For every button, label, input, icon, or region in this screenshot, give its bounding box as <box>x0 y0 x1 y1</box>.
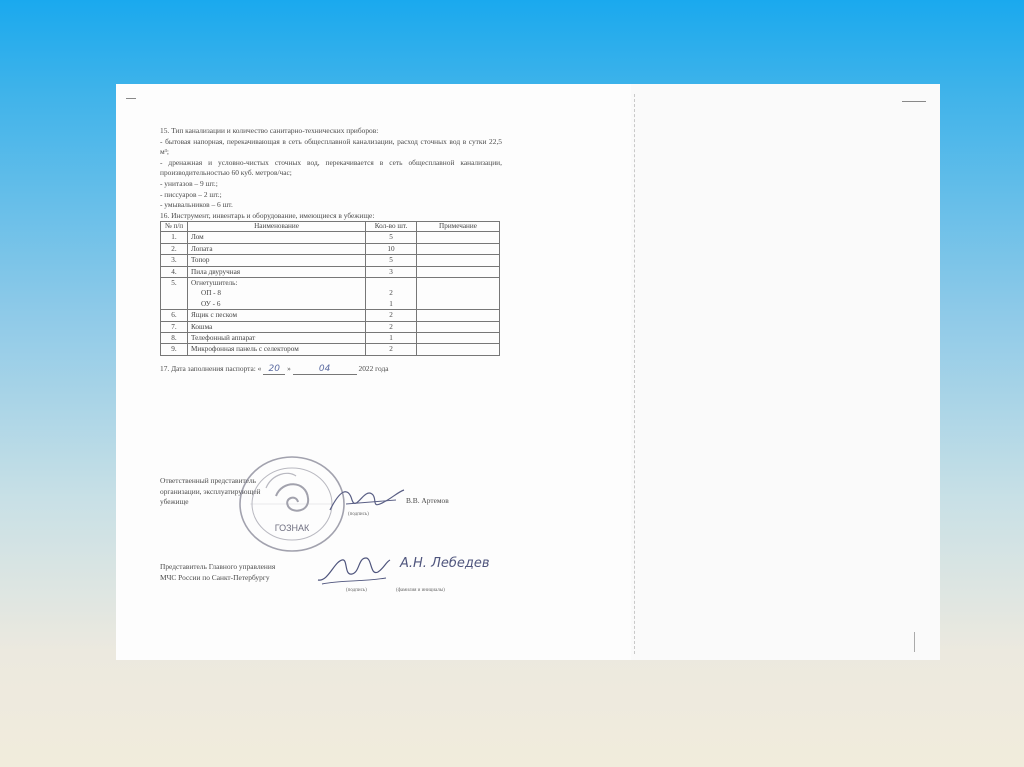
row-number: 8. <box>161 333 188 344</box>
col-header-note: Примечание <box>417 222 500 232</box>
responsible-signature <box>326 480 406 520</box>
representative-signature <box>312 552 392 592</box>
row-name: Ящик с песком <box>188 310 366 321</box>
row-note <box>417 232 500 243</box>
responsible-line: организации, эксплуатирующей <box>160 486 261 496</box>
section-16-heading: 16. Инструмент, инвентарь и оборудование, имеющиеся в убежище: <box>160 210 375 220</box>
row-qty: 5 <box>366 232 417 243</box>
col-header-name: Наименование <box>188 222 366 232</box>
row-qty <box>366 277 417 309</box>
right-page <box>631 84 940 660</box>
signature-caption: (подпись) <box>346 588 367 593</box>
date-month: 04 <box>293 364 357 376</box>
sewage-line: - бытовая напорная, перекачивающая в сеть общесплавной канализации, расход сточных вод в сутки 22,5 м³; <box>160 136 502 157</box>
table-row <box>161 344 500 355</box>
representative-line: МЧС России по Санкт-Петербургу <box>160 572 270 582</box>
inventory-table <box>160 221 500 355</box>
corner-mark <box>902 101 926 102</box>
col-header-qty: Кол-во шт. <box>366 222 417 232</box>
sewage-line: - дренажная и условно-чистых сточных вод, перекачивается в сеть общесплавной канализации, производительностью 60 куб. метров/час; <box>160 157 502 178</box>
sewage-line: - писсуаров – 2 шт.; <box>160 189 222 199</box>
row-number: 1. <box>161 232 188 243</box>
handwritten-name: А.Н. Лебедев <box>400 556 490 571</box>
row-name: Топор <box>188 255 366 266</box>
row-number <box>161 277 188 309</box>
row-name <box>188 277 366 309</box>
extinguisher-qty <box>369 278 413 288</box>
responsible-line: убежище <box>160 497 189 507</box>
row-name: Лом <box>188 232 366 243</box>
row-qty: 2 <box>366 321 417 332</box>
responsible-line: Ответственный представитель <box>160 476 257 485</box>
page-fold <box>634 94 636 654</box>
table-row <box>161 266 500 277</box>
table-row <box>161 232 500 243</box>
row-number: 3. <box>161 255 188 266</box>
extinguisher-type: ОУ - 6 <box>201 299 221 308</box>
extinguisher-label: Огнетушитель: <box>191 278 238 287</box>
row-note <box>417 243 500 254</box>
sewage-line: - унитазов – 9 шт.; <box>160 178 218 188</box>
table-row <box>161 321 500 332</box>
row-qty: 2 <box>366 310 417 321</box>
row-number-text: 5. <box>171 278 177 287</box>
row-qty: 3 <box>366 266 417 277</box>
row-note <box>417 333 500 344</box>
document-body <box>160 126 502 375</box>
row-note <box>417 277 500 309</box>
sewage-line: - умывальников – 6 шт. <box>160 200 233 210</box>
responsible-name: В.В. Артемов <box>406 496 449 505</box>
scanned-page <box>116 84 940 660</box>
row-number: 9. <box>161 344 188 355</box>
table-header-row <box>161 222 500 232</box>
table-row <box>161 255 500 266</box>
row-name: Кошма <box>188 321 366 332</box>
date-suffix: 2022 года <box>358 363 389 373</box>
row-number: 6. <box>161 310 188 321</box>
row-note <box>417 310 500 321</box>
representative-line: Представитель Главного управления <box>160 562 276 571</box>
row-name: Микрофонная панель с селектором <box>188 344 366 355</box>
signature-caption: (подпись) <box>348 512 369 517</box>
row-qty: 10 <box>366 243 417 254</box>
extinguisher-qty: 1 <box>389 299 393 308</box>
fill-date-line <box>160 364 502 376</box>
name-caption: (фамилия и инициалы) <box>396 588 445 593</box>
row-note <box>417 266 500 277</box>
extinguisher-type: ОП - 8 <box>201 289 221 298</box>
row-note <box>417 344 500 355</box>
col-header-number: № п/п <box>161 222 188 232</box>
date-mid: » <box>287 363 291 373</box>
table-row <box>161 310 500 321</box>
corner-mark <box>126 98 136 99</box>
section-15-heading: 15. Тип канализации и количество санитарно-технических приборов: <box>160 126 379 135</box>
extinguisher-qty: 2 <box>389 289 393 298</box>
row-name: Пила двуручная <box>188 266 366 277</box>
row-qty: 1 <box>366 333 417 344</box>
row-note <box>417 321 500 332</box>
date-prefix: 17. Дата заполнения паспорта: « <box>160 363 262 373</box>
row-number: 4. <box>161 266 188 277</box>
table-row <box>161 333 500 344</box>
row-note <box>417 255 500 266</box>
row-name: Телефонный аппарат <box>188 333 366 344</box>
table-row <box>161 277 500 309</box>
table-row <box>161 243 500 254</box>
row-qty: 2 <box>366 344 417 355</box>
date-day: 20 <box>263 364 285 376</box>
row-number: 7. <box>161 321 188 332</box>
row-qty: 5 <box>366 255 417 266</box>
row-name: Лопата <box>188 243 366 254</box>
stamp-text: ГОЗНАК <box>274 523 310 533</box>
corner-mark <box>914 632 915 652</box>
row-number: 2. <box>161 243 188 254</box>
